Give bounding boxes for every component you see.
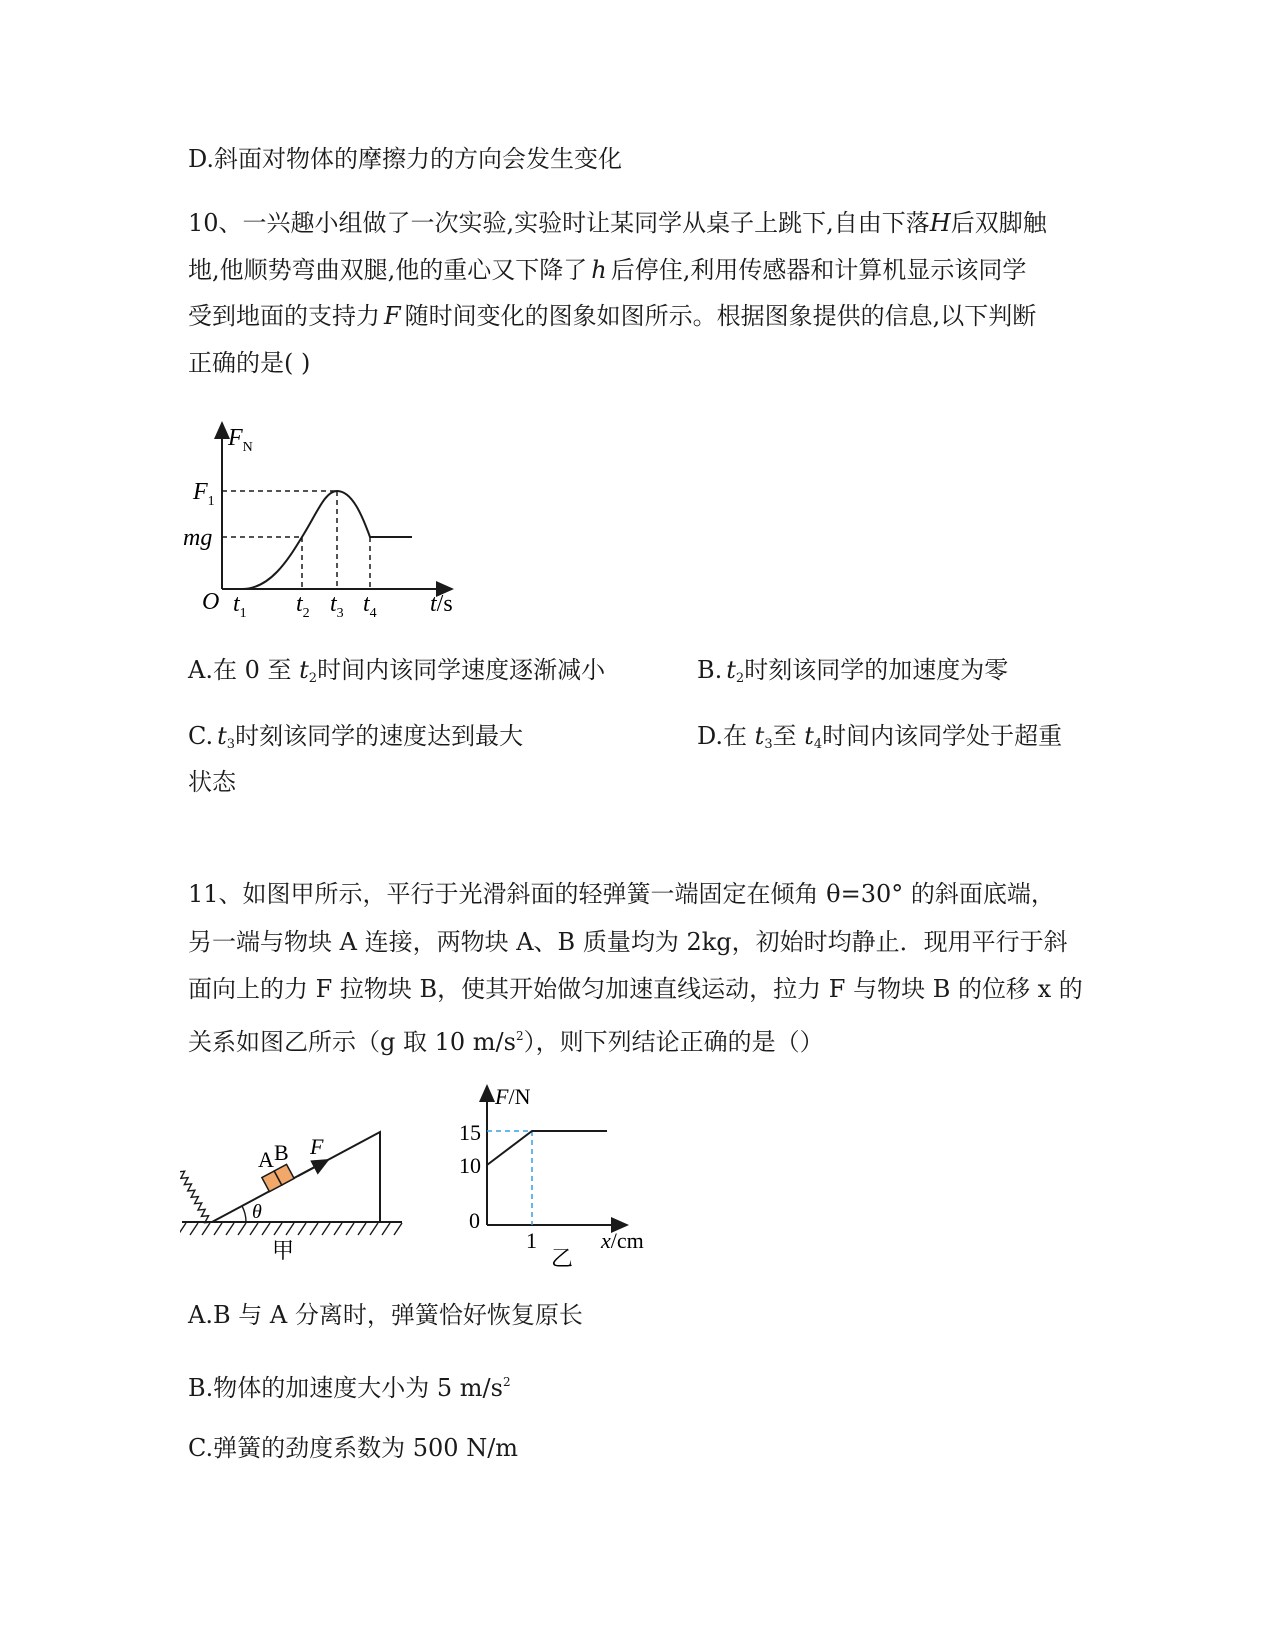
force-arrow xyxy=(298,1160,328,1176)
origin-label: O xyxy=(202,589,220,615)
label-a: A xyxy=(258,1147,274,1172)
tick-0: 0 xyxy=(469,1208,480,1233)
x-axis-label: t/s xyxy=(430,591,453,617)
q10-stem-line-1 xyxy=(188,207,1047,239)
q10-option-d-continued: 状态 xyxy=(188,768,236,796)
q10-stem-line-3 xyxy=(188,300,1036,332)
q9-option-d: D.斜面对物体的摩擦力的方向会发生变化 xyxy=(188,145,623,173)
t2-label: $t_2$ xyxy=(296,591,310,621)
label-b: B xyxy=(274,1140,289,1165)
label-f: F xyxy=(310,1134,324,1159)
force-line xyxy=(487,1131,607,1165)
q10-stem-text: 随时间变化的图象如图所示。根据图象提供的信息,以下判断 xyxy=(404,302,1037,330)
caption-jia: 甲 xyxy=(272,1238,295,1263)
mg-label: mg xyxy=(183,525,213,551)
theta-arc xyxy=(242,1206,246,1222)
q10-option-b: B. $t_2$时刻该同学的加速度为零 xyxy=(697,656,1009,686)
force-curve xyxy=(222,491,412,589)
q10-stem-text: 地,他顺势弯曲双腿,他的重心又下降了 xyxy=(188,256,588,284)
y-axis-label: $F_N$ xyxy=(228,425,253,455)
q10-option-c: C. $t_3$时刻该同学的速度达到最大 xyxy=(188,722,524,752)
q10-stem-text: 后停住,利用传感器和计算机显示该同学 xyxy=(610,256,1027,284)
q10-force-time-graph xyxy=(180,415,480,630)
q10-option-a: A.在 0 至 $t_2$时间内该同学速度逐渐减小 xyxy=(188,656,606,686)
q11-option-b: B.物体的加速度大小为 5 $m/s^2$ xyxy=(188,1374,511,1402)
q10-stem-text: 10、一兴趣小组做了一次实验,实验时让某同学从桌子上跳下,自由下落 xyxy=(188,209,930,237)
q11-stem-line-4: 关系如图乙所示（g 取 10 $m/s^2$），则下列结论正确的是（） xyxy=(188,1028,824,1056)
q11-option-c: C.弹簧的劲度系数为 500 N/m xyxy=(188,1434,519,1462)
q10-stem-line-4: 正确的是( ) xyxy=(188,349,311,377)
caption-yi: 乙 xyxy=(551,1246,574,1271)
q11-stem-line-1: 11、如图甲所示，平行于光滑斜面的轻弹簧一端固定在倾角 θ=30° 的斜面底端， xyxy=(188,880,1055,908)
y-axis-label: F/N xyxy=(495,1084,531,1109)
q10-stem-text: 受到地面的支持力 xyxy=(188,302,380,330)
x-axis-label: x/cm xyxy=(601,1228,644,1253)
q10-stem-text: 后双脚触 xyxy=(950,209,1047,237)
q10-stem-line-2 xyxy=(188,254,1026,286)
t1-label: $t_1$ xyxy=(233,591,247,621)
label-theta: θ xyxy=(252,1201,262,1223)
q11-stem-line-3: 面向上的力 F 拉物块 B，使其开始做匀加速直线运动，拉力 F 与物块 B 的位移 x 的 xyxy=(188,975,1083,1003)
incline-surface xyxy=(212,1132,380,1222)
ground-hatching xyxy=(180,1223,402,1235)
q10-var-h: h xyxy=(591,256,607,284)
tick-15: 15 xyxy=(459,1120,481,1145)
t3-label: $t_3$ xyxy=(330,591,344,621)
q11-stem-line-2: 另一端与物块 A 连接，两物块 A、B 质量均为 2kg，初始时均静止．现用平行于斜 xyxy=(188,928,1068,956)
q10-var-F: F xyxy=(384,302,401,330)
f1-label: $F_1$ xyxy=(193,479,215,509)
q10-option-d: D.在 $t_3$至 $t_4$时间内该同学处于超重 xyxy=(697,722,1063,752)
q11-option-a: A.B 与 A 分离时，弹簧恰好恢复原长 xyxy=(188,1301,583,1329)
q11-figure-jia-incline xyxy=(180,1120,420,1270)
t4-label: $t_4$ xyxy=(363,591,377,621)
tick-10: 10 xyxy=(459,1153,481,1178)
tick-1: 1 xyxy=(526,1228,537,1253)
q11-figure-yi-force-displacement xyxy=(455,1078,670,1273)
q10-var-H: H xyxy=(929,209,951,237)
